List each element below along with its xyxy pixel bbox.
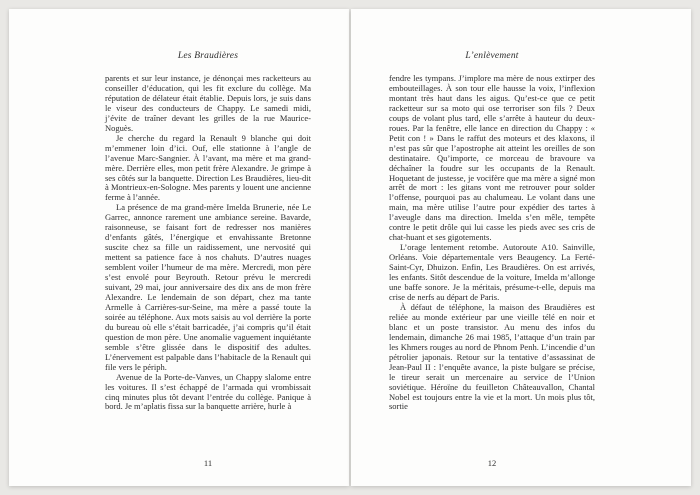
paragraph: fendre les tympans. J’implore ma mère de nous extirper des embouteillages. À son tour elle hausse la voix, l’inflexion montant très haut dans les aigus. Qu’est-ce que ce petit racketteur sur sa moto qui ose terroriser son fils ? Deux coups de volant plus tard, elle s’arrête à hauteur du deux-roues. Par la fenêtre, elle lance en direction du Chappy : « Petit con ! » Dans le raffut des moteurs et des klaxons, il n’est pas sûr que l’apostrophe ait atteint les oreilles de son destinataire. Qu’importe, ce morceau de bravoure va déchaîner la foudre sur les occupants de la Renault. Hoquetant de justesse, je vocifère que ma mère a signé mon arrêt de mort : les gitans vont me retrouver pour solder l’offense, pourquoi pas au chalumeau. Le volant dans une main, ma mère utilise l’autre pour expédier des tartes à l’aveugle dans ma direction. Imelda s’en mêle, tempête contre le petit drôle qui lui casse les pieds avec ses cris de chat-huant et ses gigotements. [389,73,595,243]
right-page [351,9,691,486]
paragraph: L’orage lentement retombe. Autoroute A10. Sainville, Orléans. Voie départementale vers Beaugency. La Ferté-Saint-Cyr, Dhuizon. Enfin, Les Braudières. On est arrivés, les enfants. Sitôt descendue de la voiture, Imelda m’allonge une baffe sonore. Je la méritais, présume-t-elle, depuis ma crise de nerfs au départ de Paris. [389,242,595,302]
left-page-body [105,74,311,412]
page-number-left: 11 [203,458,213,468]
paragraph: Avenue de la Porte-de-Vanves, un Chappy slalome entre les voitures. Il s’est échappé de l’armada qui vrombissait cinq minutes plus tôt devant l’entrée du collège. Panique à bord. Je m’aplatis fissa sur la banquette arrière, hurle à [105,371,311,412]
left-page-inner [9,9,349,486]
running-header-left: Les Braudières [177,51,239,61]
page-number-right: 12 [487,458,497,468]
left-page [9,9,349,486]
paragraph: À défaut de téléphone, la maison des Braudières est reliée au monde extérieur par une vieille télé en noir et blanc et un poste transistor. Au menu des infos du lendemain, dimanche 26 mai 1985, l’attaque d’un train par les Khmers rouges au nord de Phnom Penh. L’incendie d’un pétrolier japonais. Retour sur la tentative d’assassinat de Jean-Paul II : l’enquête avance, la piste bulgare se précise, le tireur serait un mercenaire au service de l’Union soviétique. Héroïne du feuilleton Châteauvallon, Chantal Nobel est toujours entre la vie et la mort. Un mois plus tôt, sortie [389,301,595,412]
paragraph: Je cherche du regard la Renault 9 blanche qui doit m’emmener loin d’ici. Ouf, elle stationne à l’angle de l’avenue Marc-Sangnier. À l’avant, ma mère et ma grand-mère. Derrière elles, mon petit frère Alexandre. Je grimpe à ses côtés sur la banquette. Direction Les Braudières, lieu-dit à Montrieux-en-Sologne. Mes parents y louent une ancienne ferme à l’année. [105,132,311,203]
paragraph: La présence de ma grand-mère Imelda Brunerie, née Le Garrec, annonce rarement une ambiance sereine. Bavarde, raisonneuse, se faisant fort de redresser nos manières d’enfants gâtés, l’énergique et envahissante Bretonne suscite chez sa fille un raidissement, une nervosité qui mettent sa patience face à nos chahuts. D’autres nuages semblent voiler l’humeur de ma mère. Mercredi, mon père s’est envolé pour Beyrouth. Retour prévu le mercredi suivant, 29 mai, jour anniversaire des dix ans de mon frère Alexandre. Le lendemain de son départ, chez ma tante Armelle à Carrières-sur-Seine, ma mère a passé toute la soirée au téléphone. Aux mots saisis au vol derrière la porte du bureau où elle s’était barricadée, j’ai compris qu’il était question de mon père. Une anomalie vaguement inquiétante semble s’être glissée dans le dispositif des adultes. L’énervement est palpable dans l’habitacle de la Renault qui file vers le périph. [105,202,311,372]
paragraph: parents et sur leur instance, je dénonçai mes racketteurs au conseiller d’éducation, qui les fit exclure du collège. Ma réputation de délateur était établie. Depuis lors, je suis dans le viseur des conducteurs de Chappy. Le samedi midi, j’évite de traîner devant les grilles de la rue Maurice-Noguès. [105,73,311,133]
right-page-inner [351,9,691,486]
running-header-right: L’enlèvement [465,51,519,61]
right-page-body [389,74,595,412]
